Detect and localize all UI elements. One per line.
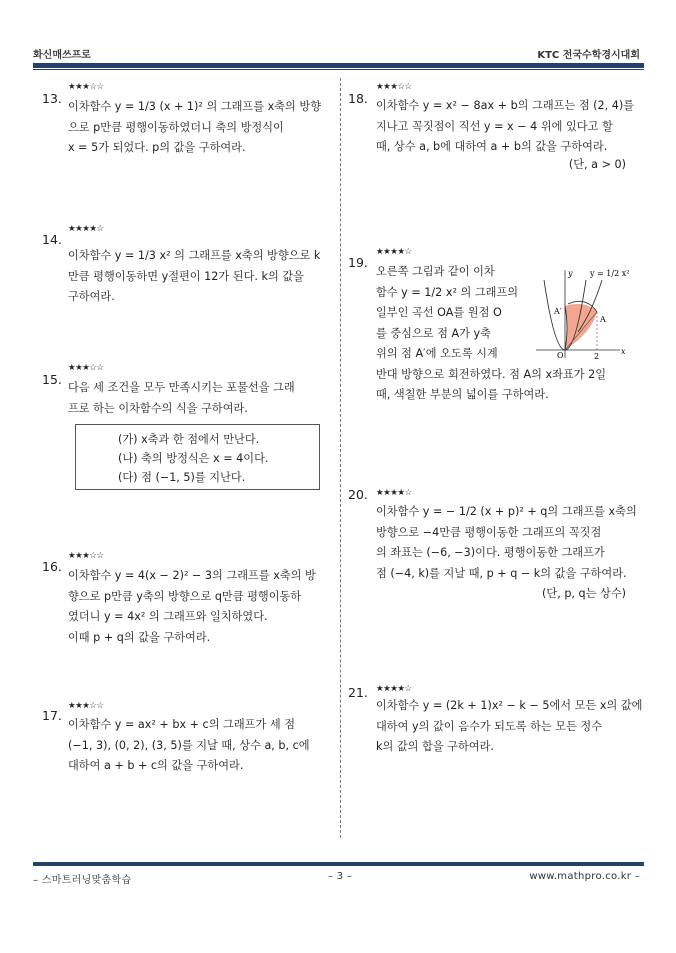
q20-stars: ★★★★☆ bbox=[376, 488, 412, 498]
y-axis-label: y bbox=[568, 269, 573, 278]
q20-line: 점 (−4, k)를 지날 때, p + q − k의 값을 구하여라. bbox=[376, 566, 627, 580]
q13-line: 으로 p만큼 평행이동하였더니 축의 방정식이 bbox=[68, 120, 284, 134]
q16-text bbox=[68, 566, 316, 648]
q16-line: 였더니 y = 4x² 의 그래프와 일치하였다. bbox=[68, 610, 268, 623]
q19-line: 때, 색칠한 부분의 넓이를 구하여라. bbox=[376, 388, 549, 401]
header-rule bbox=[33, 63, 644, 68]
q18-line: 때, 상수 a, b에 대하여 a + b의 값을 구하여라. bbox=[376, 140, 608, 153]
q16-number: 16. bbox=[42, 559, 62, 574]
q18-note: (단, a > 0) bbox=[568, 158, 626, 171]
q20-line: 이차함수 y = − 1/2 (x + p)² + q의 그래프를 x축의 bbox=[376, 505, 637, 518]
q20-line: 의 좌표는 (−6, −3)이다. 평행이동한 그래프가 bbox=[376, 546, 605, 559]
q14-line: 만큼 평행이동하면 y절편이 12가 된다. k의 값을 bbox=[68, 269, 304, 283]
q18-line: 지나고 꼭짓점이 직선 y = x − 4 위에 있다고 할 bbox=[376, 119, 613, 133]
footer-rule bbox=[33, 862, 644, 866]
q19-line: 일부인 곡선 OA를 원점 O bbox=[376, 306, 502, 319]
q13-line: 이차함수 y = 1/3 (x + 1)² 의 그래프를 x축의 방향 bbox=[68, 100, 322, 113]
q13-stars: ★★★☆☆ bbox=[68, 82, 104, 92]
q19-line: 위의 점 A′에 오도록 시계 bbox=[376, 347, 498, 360]
q14-stars: ★★★★☆ bbox=[68, 224, 104, 234]
q15-number: 15. bbox=[42, 372, 62, 387]
q15-line: 프로 하는 이차함수의 식을 구하여라. bbox=[68, 401, 248, 415]
q21-line: 대하여 y의 값이 음수가 되도록 하는 모든 정수 bbox=[376, 719, 603, 733]
q13-line: x = 5가 되었다. p의 값을 구하여라. bbox=[68, 141, 246, 154]
q15-condition: (가) x축과 한 점에서 만난다. bbox=[118, 433, 260, 446]
q20-note: (단, p, q는 상수) bbox=[542, 587, 626, 600]
q16-line: 이때 p + q의 값을 구하여라. bbox=[68, 630, 211, 644]
header-right: KTC 전국수학경시대회 bbox=[537, 50, 640, 61]
q21-line: 이차함수 y = (2k + 1)x² − k − 5에서 모든 x의 값에 bbox=[376, 699, 643, 712]
q21-text bbox=[376, 696, 642, 758]
q19-figure bbox=[522, 262, 632, 362]
q17-line: 이차함수 y = ax² + bx + c의 그래프가 세 점 bbox=[68, 718, 296, 731]
q19-line: 를 중심으로 점 A가 y축 bbox=[376, 326, 491, 340]
q15-text bbox=[68, 378, 295, 419]
q19-stars: ★★★★☆ bbox=[376, 247, 412, 257]
q14-line: 구하여라. bbox=[68, 290, 115, 303]
q17-number: 17. bbox=[42, 708, 62, 723]
q17-stars: ★★★☆☆ bbox=[68, 701, 104, 711]
q21-stars: ★★★★☆ bbox=[376, 684, 412, 694]
curve-label: y = 1/2 x² bbox=[590, 269, 630, 278]
q15-line: 다음 세 조건을 모두 만족시키는 포물선을 그래 bbox=[68, 381, 295, 394]
point-a-label: A bbox=[600, 315, 606, 324]
q17-text bbox=[68, 715, 310, 777]
q20-number: 20. bbox=[348, 487, 368, 502]
q19-line: 함수 y = 1/2 x² 의 그래프의 bbox=[376, 285, 519, 299]
q18-stars: ★★★☆☆ bbox=[376, 82, 412, 92]
header-rule-thin bbox=[33, 69, 644, 70]
q15-condition: (다) 점 (−1, 5)를 지난다. bbox=[118, 471, 246, 484]
q19-number: 19. bbox=[348, 255, 368, 270]
q15-condition: (나) 축의 방정식은 x = 4이다. bbox=[118, 452, 269, 465]
q20-line: 방향으로 −4만큼 평행이동한 그래프의 꼭짓점 bbox=[376, 525, 602, 539]
header-left: 화신매쓰프로 bbox=[33, 50, 91, 61]
q16-stars: ★★★☆☆ bbox=[68, 551, 104, 561]
q18-text bbox=[376, 96, 634, 158]
origin-label: O bbox=[557, 351, 564, 360]
q20-text bbox=[376, 502, 637, 584]
q14-text bbox=[68, 246, 320, 308]
q18-line: 이차함수 y = x² − 8ax + b의 그래프는 점 (2, 4)를 bbox=[376, 99, 635, 112]
x-axis-label: x bbox=[621, 347, 626, 356]
q16-line: 향으로 p만큼 y축의 방향으로 q만큼 평행이동하 bbox=[68, 589, 302, 603]
q15-condition-box bbox=[75, 424, 320, 490]
tick-label: 2 bbox=[594, 352, 600, 361]
q17-line: (−1, 3), (0, 2), (3, 5)를 지날 때, 상수 a, b, c에 bbox=[68, 738, 310, 752]
q18-number: 18. bbox=[348, 91, 368, 106]
q14-line: 이차함수 y = 1/3 x² 의 그래프를 x축의 방향으로 k bbox=[68, 249, 321, 262]
footer-left: – 스마트러닝맞춤학습 bbox=[33, 875, 132, 886]
q15-stars: ★★★☆☆ bbox=[68, 363, 104, 373]
q13-text bbox=[68, 97, 321, 159]
q19-line: 반대 방향으로 회전하였다. 점 A의 x좌표가 2일 bbox=[376, 367, 607, 381]
q21-line: k의 값의 합을 구하여라. bbox=[376, 740, 494, 753]
q19-line: 오른쪽 그림과 같이 이차 bbox=[376, 265, 495, 278]
point-a-prime-label: A′ bbox=[554, 307, 562, 316]
page-number: – 3 – bbox=[328, 871, 353, 882]
q17-line: 대하여 a + b + c의 값을 구하여라. bbox=[68, 759, 244, 772]
q21-number: 21. bbox=[348, 685, 368, 700]
q16-line: 이차함수 y = 4(x − 2)² − 3의 그래프를 x축의 방 bbox=[68, 569, 316, 582]
q13-number: 13. bbox=[42, 91, 62, 106]
q14-number: 14. bbox=[42, 232, 62, 247]
column-divider bbox=[340, 78, 341, 838]
footer-url[interactable]: www.mathpro.co.kr – bbox=[529, 871, 640, 882]
